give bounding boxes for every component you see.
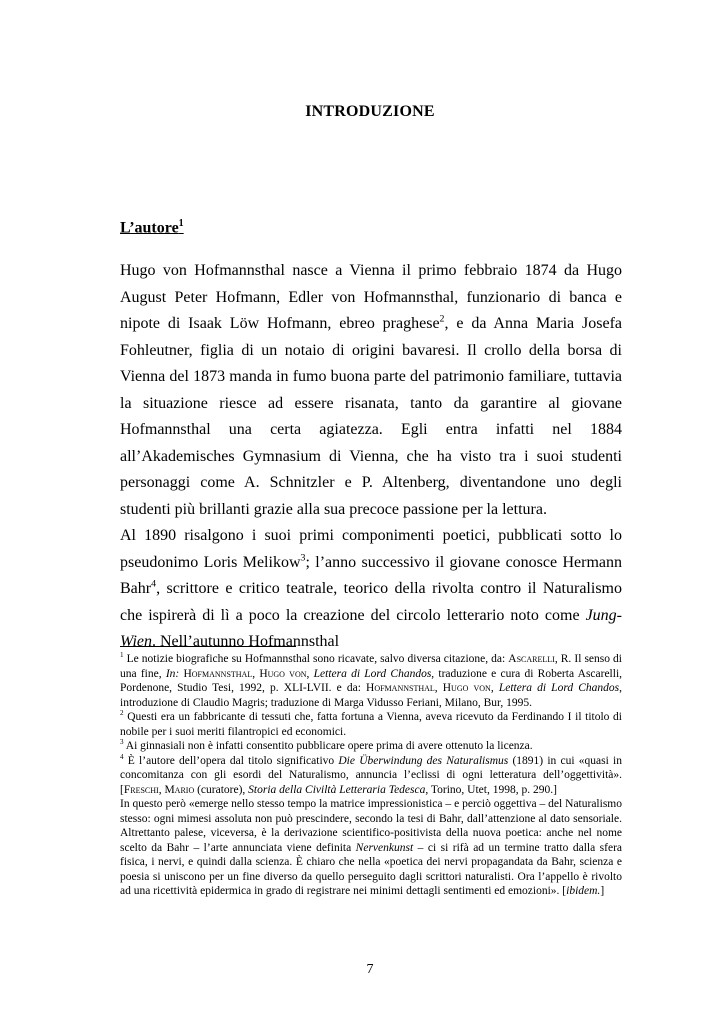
author-name: Freschi, Mario xyxy=(123,783,195,796)
book-title: Die Überwindung des Naturalismus xyxy=(338,754,509,767)
footnote-text: , introduzione di Claudio Magris; traduzione di Marga Vidusso Feriani, Milano, Bur, 1995. xyxy=(120,682,622,709)
book-title: Storia della Civiltà Letteraria Tedesca xyxy=(248,783,426,796)
footnote-number: 3 xyxy=(120,738,124,747)
footnotes xyxy=(120,652,622,899)
book-title: Lettera di Lord Chandos xyxy=(498,682,620,694)
footnote-text: , R. Il senso di una fine, xyxy=(120,653,622,680)
footnote-2 xyxy=(120,710,622,739)
footnote-text: , xyxy=(490,682,499,694)
page-title: INTRODUZIONE xyxy=(305,103,435,120)
footnote-number: 2 xyxy=(120,709,124,718)
section-heading xyxy=(120,218,184,237)
paragraph-text: Hugo von Hofmannsthal nasce a Vienna il primo febbraio 1874 da Hugo August Peter Hofmann, Edler von Hofmannsthal, funzionario di banca e nipote di Isaak Löw Hofmann, ebreo praghese xyxy=(120,262,622,332)
footnote-ref-3[interactable]: 3 xyxy=(300,552,306,564)
paragraph-text: ; l’anno successivo il giovane conosce Hermann Bahr xyxy=(120,553,622,597)
italic-term: ibidem. xyxy=(566,885,601,897)
author-name: Hofmannsthal, Hugo von xyxy=(366,682,491,694)
footnote-4-continued xyxy=(120,797,622,899)
footnote-text: Le notizie biografiche su Hofmannsthal sono ricavate, salvo diversa citazione, da: xyxy=(123,653,509,665)
footnote-text: (1891) in cui «quasi in concomitanza con gli esordi del Naturalismo, annuncia l’eclissi di ogni letteratura dell’oggettività». [ xyxy=(120,754,622,796)
footnote-text: (curatore), xyxy=(194,783,249,796)
paragraph-text: . Nell’autunno Hofmannsthal xyxy=(152,633,340,650)
footnote-text: , traduzione e cura di Roberta Ascarelli, Pordenone, Studio Tesi, 1992, p. XLI-LVII. e da: xyxy=(120,667,623,694)
paragraph-text: , scrittore e critico teatrale, teorico della rivolta contro il Naturalismo che ispirerà di lì a poco la creazione del circolo letterario noto come xyxy=(120,580,622,624)
paragraph-text: , e da Anna Maria Josefa Fohleutner, figlia di un notaio di origini bavaresi. Il crollo della borsa di Vienna del 1873 manda in fumo buona parte del patrimonio familiare, tuttavia la situazione riesce ad essere risanata, tanto da garantire al giovane Hofmannsthal una certa agiatezza. Egli entra infatti nel 1884 all’Akademisches Gymnasium di Vienna, che ha visto tra i suoi studenti personaggi come A. Schnitzler e P. Altenberg, diventandone uno degli studenti più brillanti grazie alla sua precoce passione per la lettura. xyxy=(120,315,622,518)
footnote-text: , xyxy=(306,667,314,680)
paragraph-1 xyxy=(120,258,622,523)
footnote-1 xyxy=(120,652,622,710)
italic-term: Jung-Wien xyxy=(120,606,622,650)
footnote-ref-4[interactable]: 4 xyxy=(151,578,157,590)
footnote-3 xyxy=(120,739,622,754)
footnote-text: Ai ginnasiali non è infatti consentito pubblicare opere prima di avere ottenuto la licenza. xyxy=(123,740,533,752)
paragraph-2 xyxy=(120,523,622,656)
footnote-ref-1[interactable]: 1 xyxy=(178,218,184,229)
footnote-text: – ci si rifà ad un termine tratto dalla sfera fisica, i nervi, e quindi dalla scienza. È chiaro che nella «poetica dei nervi propagandata da Bahr, scienza e poesia si uniscono per un fine diverso da quello perseguito dagli scrittori naturalisti. Ora l’appello è rivolto ad una ricettività epidermica in grado di registrare nei minimi dettagli sentimenti ed emozioni». [ xyxy=(120,841,623,897)
page-number: 7 xyxy=(366,962,374,977)
footnote-separator xyxy=(120,646,296,647)
footnote-text: In questo però «emerge nello stesso tempo la matrice impressionistica – e perciò oggettiva – del Naturalismo stesso: ogni mimesi assoluta non può prescindere, secondo la tesi di Bahr, dall’attenzione al dato sensoriale. Altrettanto palese, viceversa, è la derivazione scientifico-positivista della nuova poetica: anche nel nome scelto da Bahr – l’arte annunciata viene definita xyxy=(120,798,622,854)
footnote-text: È l’autore dell’opera dal titolo significativo xyxy=(123,754,339,767)
italic-text: In: xyxy=(165,667,180,680)
italic-term: Nervenkunst xyxy=(355,841,414,854)
author-name: Hofmannsthal, Hugo von xyxy=(183,667,307,680)
footnote-number: 1 xyxy=(120,651,124,660)
footnote-number: 4 xyxy=(120,752,124,761)
author-name: Ascarelli xyxy=(508,653,555,665)
footnote-ref-2[interactable]: 2 xyxy=(439,313,445,325)
footnote-text: Questi era un fabbricante di tessuti che, fatta fortuna a Vienna, aveva ricevuto da Ferdinando I il titolo di nobile per i suoi meriti filantropici ed economici. xyxy=(120,711,622,738)
footnote-text: ] xyxy=(600,885,605,897)
footnote-text: , Torino, Utet, 1998, p. 290.] xyxy=(425,783,557,796)
section-heading-label: L’autore xyxy=(120,219,179,237)
paragraph-text: Al 1890 risalgono i suoi primi componimenti poetici, pubblicati sotto lo pseudonimo Loris Melikow xyxy=(120,527,622,571)
footnote-4 xyxy=(120,754,622,798)
book-title: Lettera di Lord Chandos xyxy=(313,667,432,680)
body-text xyxy=(120,258,622,656)
